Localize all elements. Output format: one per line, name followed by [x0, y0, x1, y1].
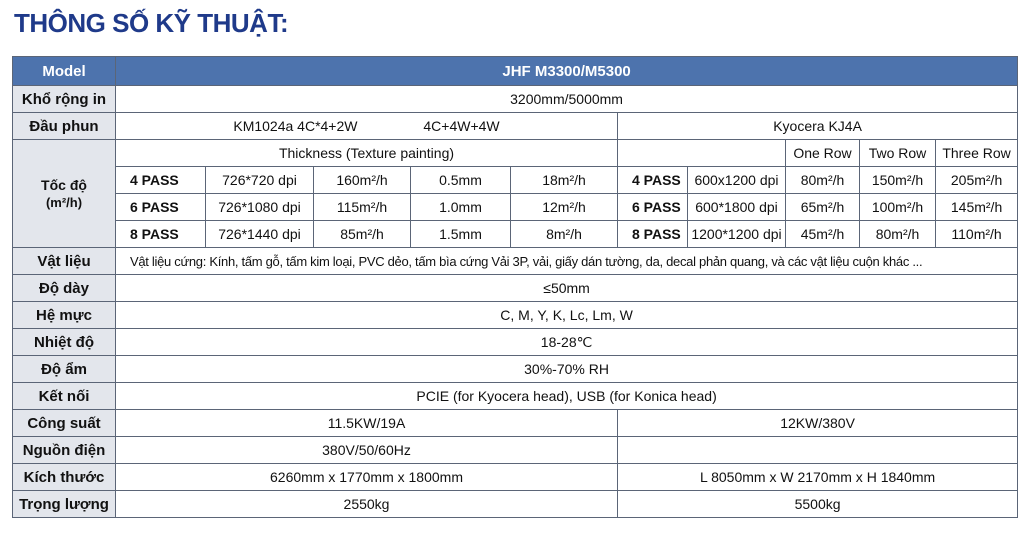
pass-label: 6 PASS — [116, 194, 206, 221]
dpi: 726*1080 dpi — [206, 194, 314, 221]
three-row-speed: 145m²/h — [936, 194, 1018, 221]
thickness-value: 1.5mm — [411, 221, 511, 248]
speed-row — [13, 221, 1018, 248]
row-temperature — [13, 329, 1018, 356]
speed-unit: (m²/h) — [45, 195, 83, 210]
two-row-speed: 100m²/h — [860, 194, 936, 221]
speed-label: Tốc độ — [41, 177, 87, 193]
row-ink — [13, 302, 1018, 329]
three-row-speed: 205m²/h — [936, 167, 1018, 194]
weight-right: 5500kg — [618, 491, 1018, 518]
thickness-label: Độ dày — [13, 275, 116, 302]
two-row-speed: 80m²/h — [860, 221, 936, 248]
dpi: 726*720 dpi — [206, 167, 314, 194]
kyocera-pass-label: 8 PASS — [618, 221, 688, 248]
row-interface — [13, 383, 1018, 410]
size-label: Kích thước — [13, 464, 116, 491]
row-power — [13, 410, 1018, 437]
heads-konica — [116, 113, 618, 140]
heads-label: Đầu phun — [13, 113, 116, 140]
row-supply — [13, 437, 1018, 464]
interface-label: Kết nối — [13, 383, 116, 410]
spec-table — [12, 56, 1018, 518]
weight-left: 2550kg — [116, 491, 618, 518]
kyocera-dpi: 600*1800 dpi — [688, 194, 786, 221]
one-row-speed: 65m²/h — [786, 194, 860, 221]
print-width-label: Khổ rộng in — [13, 86, 116, 113]
row-heads — [13, 113, 1018, 140]
two-row-header: Two Row — [860, 140, 936, 167]
row-size — [13, 464, 1018, 491]
ink-value: C, M, Y, K, Lc, Lm, W — [116, 302, 1018, 329]
power-label: Công suất — [13, 410, 116, 437]
ink-label: Hệ mực — [13, 302, 116, 329]
thickness-header: Thickness (Texture painting) — [116, 140, 618, 167]
material-label: Vật liệu — [13, 248, 116, 275]
kyocera-pass-label: 4 PASS — [618, 167, 688, 194]
power-right: 12KW/380V — [618, 410, 1018, 437]
row-speed-header — [13, 140, 1018, 167]
kyocera-pass-label: 6 PASS — [618, 194, 688, 221]
size-left: 6260mm x 1770mm x 1800mm — [116, 464, 618, 491]
size-right: L 8050mm x W 2170mm x H 1840mm — [618, 464, 1018, 491]
power-left: 11.5KW/19A — [116, 410, 618, 437]
page-title: THÔNG SỐ KỸ THUẬT: — [14, 8, 289, 38]
row-weight — [13, 491, 1018, 518]
heads-konica-a: KM1024a 4C*4+2W — [233, 118, 358, 134]
speed-label-cell — [13, 140, 116, 248]
one-row-speed: 45m²/h — [786, 221, 860, 248]
model-label: Model — [13, 57, 116, 86]
heads-konica-b: 4C+4W+4W — [423, 118, 500, 134]
three-row-header: Three Row — [936, 140, 1018, 167]
one-row-header: One Row — [786, 140, 860, 167]
thickness-value: 1.0mm — [411, 194, 511, 221]
row-material — [13, 248, 1018, 275]
thickness-value: 0.5mm — [411, 167, 511, 194]
speed-value: 115m²/h — [314, 194, 411, 221]
three-row-speed: 110m²/h — [936, 221, 1018, 248]
supply-left: 380V/50/60Hz — [116, 437, 618, 464]
row-thickness — [13, 275, 1018, 302]
row-print-width — [13, 86, 1018, 113]
header-row — [13, 57, 1018, 86]
material-value: Vật liệu cứng: Kính, tấm gỗ, tấm kim loại, PVC dẻo, tấm bìa cứng Vải 3P, vải, giấy dán tường, da, decal phản quang, và các vật liệu cuộn khác ... — [116, 248, 1018, 275]
dpi: 726*1440 dpi — [206, 221, 314, 248]
supply-right — [618, 437, 1018, 464]
kyocera-header-blank — [618, 140, 786, 167]
temperature-label: Nhiệt độ — [13, 329, 116, 356]
interface-value: PCIE (for Kyocera head), USB (for Konica head) — [116, 383, 1018, 410]
model-value: JHF M3300/M5300 — [116, 57, 1018, 86]
thickness-max-value: ≤50mm — [116, 275, 1018, 302]
print-width-value: 3200mm/5000mm — [116, 86, 1018, 113]
pass-label: 8 PASS — [116, 221, 206, 248]
speed-row — [13, 194, 1018, 221]
speed-value: 160m²/h — [314, 167, 411, 194]
texture-speed: 8m²/h — [511, 221, 618, 248]
two-row-speed: 150m²/h — [860, 167, 936, 194]
speed-value: 85m²/h — [314, 221, 411, 248]
kyocera-dpi: 1200*1200 dpi — [688, 221, 786, 248]
one-row-speed: 80m²/h — [786, 167, 860, 194]
texture-speed: 18m²/h — [511, 167, 618, 194]
heads-kyocera: Kyocera KJ4A — [618, 113, 1018, 140]
pass-label: 4 PASS — [116, 167, 206, 194]
weight-label: Trọng lượng — [13, 491, 116, 518]
speed-row — [13, 167, 1018, 194]
humidity-value: 30%-70% RH — [116, 356, 1018, 383]
temperature-value: 18-28℃ — [116, 329, 1018, 356]
humidity-label: Độ ẩm — [13, 356, 116, 383]
supply-label: Nguồn điện — [13, 437, 116, 464]
kyocera-dpi: 600x1200 dpi — [688, 167, 786, 194]
texture-speed: 12m²/h — [511, 194, 618, 221]
row-humidity — [13, 356, 1018, 383]
